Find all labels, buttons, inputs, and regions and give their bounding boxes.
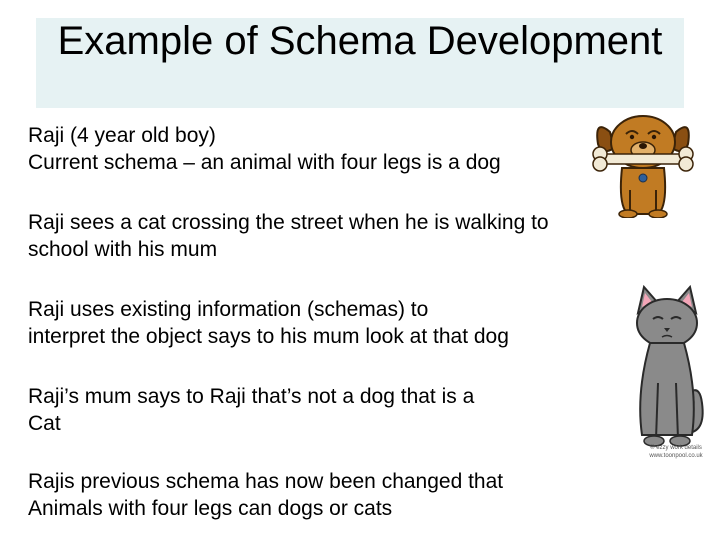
paragraph-line: Raji (4 year old boy) — [28, 124, 216, 147]
credit-line: www.toonpool.co.uk — [649, 453, 703, 459]
paragraph-line: interpret the object says to his mum look at that dog — [28, 325, 509, 348]
paragraph-2 — [28, 209, 549, 263]
paragraph-line: Cat — [28, 412, 61, 435]
cat-clipart — [626, 283, 708, 455]
credit-line: © ezzy work details — [650, 445, 702, 451]
paragraph-4 — [28, 383, 474, 437]
paragraph-1 — [28, 122, 501, 176]
slide-title: Example of Schema Development — [57, 19, 663, 63]
image-credit — [636, 444, 716, 460]
paragraph-5 — [28, 468, 503, 522]
paragraph-line: Current schema – an animal with four legs is a dog — [28, 151, 501, 174]
paragraph-line: Animals with four legs can dogs or cats — [28, 497, 393, 520]
paragraph-line: Raji uses existing information (schemas) to — [28, 298, 429, 321]
paragraph-3 — [28, 296, 509, 350]
dog-clipart — [588, 110, 698, 218]
paragraph-line: Rajis previous schema has now been changed that — [28, 470, 504, 493]
paragraph-line: school with his mum — [28, 238, 218, 261]
paragraph-line: Raji’s mum says to Raji that’s not a dog that is a — [28, 385, 475, 408]
paragraph-line: Raji sees a cat crossing the street when he is walking to — [28, 211, 549, 234]
